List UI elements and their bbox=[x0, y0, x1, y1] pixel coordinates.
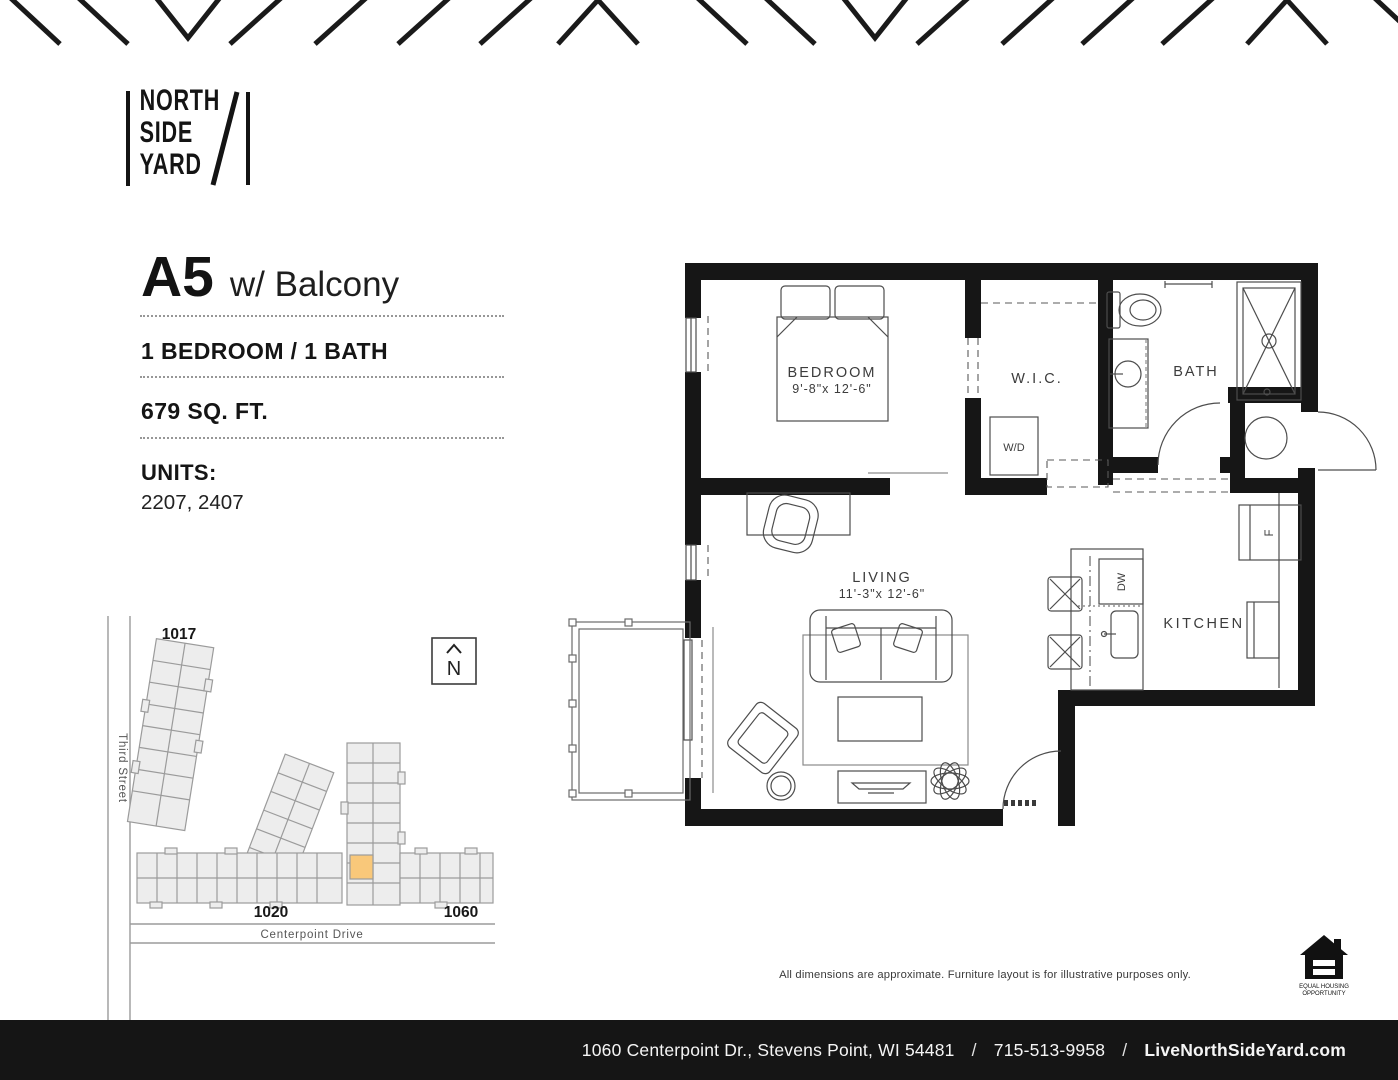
equal-housing-opportunity-icon bbox=[1298, 928, 1350, 998]
shower bbox=[1237, 282, 1301, 400]
plan-suffix: w/ Balcony bbox=[229, 265, 400, 304]
room-dims-bedroom: 9'-8"x 12'-6" bbox=[792, 382, 872, 396]
footer-bar bbox=[0, 1020, 1398, 1080]
entry-threshold bbox=[1004, 800, 1036, 806]
room-label-kitchen: KITCHEN bbox=[1163, 616, 1245, 632]
sofa bbox=[810, 610, 952, 682]
room-label-wic: W.I.C. bbox=[1011, 371, 1063, 387]
north-label: N bbox=[446, 658, 462, 680]
north-arrow bbox=[432, 638, 476, 684]
desk-chair bbox=[760, 492, 822, 556]
building-1017-label: 1017 bbox=[161, 626, 197, 643]
coffee-table bbox=[838, 697, 922, 741]
range bbox=[1247, 602, 1279, 658]
bed-bath-text: 1 BEDROOM / 1 BATH bbox=[141, 338, 389, 364]
footer-separator: / bbox=[1122, 1040, 1128, 1060]
units-values: 2207, 2407 bbox=[141, 491, 244, 514]
label-washer-dryer: W/D bbox=[1003, 442, 1025, 454]
accent-chair bbox=[725, 700, 800, 776]
site-map bbox=[95, 612, 525, 1042]
label-fridge: F bbox=[1264, 529, 1276, 537]
plan-walls bbox=[685, 263, 1318, 826]
building-1060-label: 1060 bbox=[443, 904, 479, 921]
brand-logo bbox=[126, 78, 276, 198]
desk bbox=[747, 493, 850, 535]
footer-contact-info bbox=[582, 1020, 1346, 1080]
balcony bbox=[569, 619, 690, 800]
room-label-bedroom: BEDROOM bbox=[787, 365, 877, 381]
bed bbox=[777, 286, 888, 421]
bath-door-swing bbox=[1158, 403, 1220, 465]
building-1017-shape bbox=[124, 638, 218, 831]
label-dishwasher: DW bbox=[1116, 572, 1128, 592]
chevron-pattern-band bbox=[0, 0, 1398, 46]
logo-left-bar bbox=[126, 91, 130, 186]
plant bbox=[930, 760, 970, 801]
vanity-sink bbox=[1109, 339, 1148, 428]
divider-rule-3 bbox=[140, 437, 504, 439]
mech-door-swing bbox=[1318, 412, 1376, 470]
brand-line-2: SIDE bbox=[139, 114, 193, 149]
sliding-door-panel bbox=[684, 640, 692, 740]
plan-title bbox=[141, 244, 399, 310]
plan-name: A5 bbox=[141, 245, 214, 309]
floor-plan bbox=[558, 248, 1398, 848]
toilet bbox=[1107, 292, 1161, 328]
plan-fixtures bbox=[569, 281, 1376, 809]
highlighted-unit bbox=[350, 855, 373, 879]
logo-right-bar bbox=[246, 92, 250, 185]
building-1060-shape bbox=[341, 743, 493, 908]
kitchen-fixtures bbox=[1048, 493, 1301, 690]
building-1020-label: 1020 bbox=[253, 904, 289, 921]
disclaimer-text: All dimensions are approximate. Furniture layout is for illustrative purposes only. bbox=[779, 969, 1191, 981]
brand-line-1: NORTH bbox=[139, 82, 221, 117]
sqft-text: 679 SQ. FT. bbox=[141, 398, 269, 424]
street-label-third-street: Third Street bbox=[116, 733, 128, 803]
divider-rule-2 bbox=[140, 376, 504, 378]
divider-rule-1 bbox=[140, 315, 504, 317]
footer-separator: / bbox=[971, 1040, 977, 1060]
water-heater bbox=[1245, 417, 1287, 459]
room-label-bath: BATH bbox=[1173, 364, 1219, 380]
rug bbox=[803, 635, 968, 765]
footer-address: 1060 Centerpoint Dr., Stevens Point, WI 54481 bbox=[581, 1040, 955, 1060]
street-label-centerpoint-drive: Centerpoint Drive bbox=[260, 929, 364, 941]
room-label-living: LIVING bbox=[852, 570, 912, 586]
eho-line-2: OPPORTUNITY bbox=[1302, 991, 1346, 997]
footer-phone: 715-513-9958 bbox=[993, 1040, 1106, 1060]
brand-line-3: YARD bbox=[139, 146, 202, 181]
kitchen-island bbox=[1071, 549, 1143, 690]
tv-console bbox=[838, 771, 926, 803]
footer-website-link[interactable]: LiveNorthSideYard.com bbox=[1144, 1040, 1346, 1060]
tv bbox=[852, 783, 910, 789]
units-label: UNITS: bbox=[141, 460, 217, 485]
room-dims-living: 11'-3"x 12'-6" bbox=[838, 587, 926, 601]
eho-line-1: EQUAL HOUSING bbox=[1299, 984, 1349, 990]
living-furniture bbox=[725, 492, 970, 803]
